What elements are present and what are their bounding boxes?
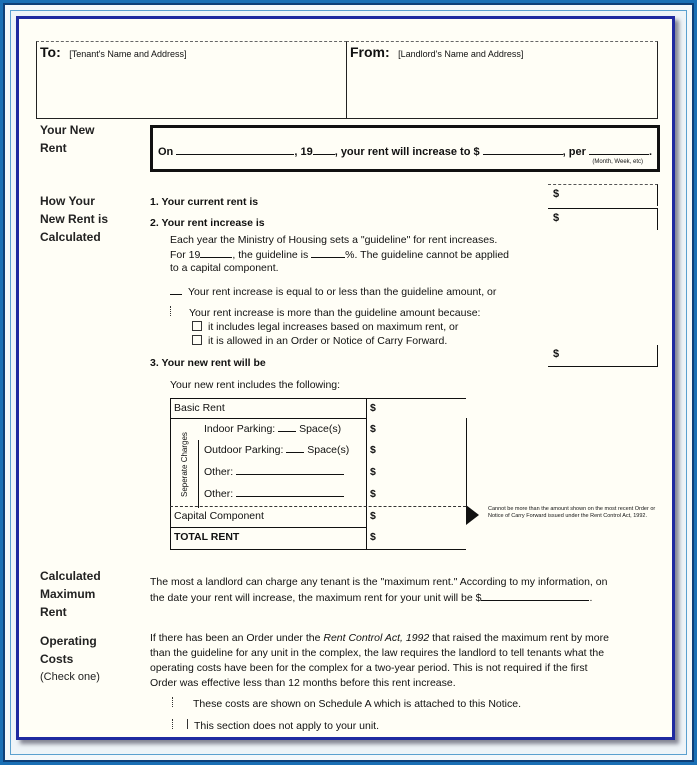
dollar-sign: $: [553, 212, 560, 224]
item-current-rent: 1. Your current rent is: [150, 196, 259, 208]
includes-text: Your new rent includes the following:: [170, 379, 341, 391]
operating-option-2[interactable]: [172, 719, 379, 733]
text: %. The guideline cannot be applied: [345, 249, 510, 261]
checkbox-schedule-a[interactable]: [172, 697, 187, 707]
separate-charges-label: Seperate Charges: [180, 432, 189, 498]
on-text: On: [158, 146, 174, 158]
operating-option-1[interactable]: [172, 697, 521, 711]
table-row-capital-component: [170, 506, 264, 527]
option-equal[interactable]: [170, 284, 496, 299]
new-rent-field[interactable]: [548, 345, 658, 367]
to-label: To:: [40, 44, 61, 60]
guideline-text-2: [170, 247, 509, 262]
table-row-other-1: [204, 462, 344, 483]
text: , the guideline is: [232, 249, 309, 261]
total-rent-amount[interactable]: $: [370, 531, 376, 543]
current-rent-field[interactable]: [548, 184, 658, 206]
outdoor-parking-amount[interactable]: $: [370, 444, 376, 456]
label-line: Rent: [40, 141, 67, 155]
row-label: Basic Rent: [174, 402, 225, 414]
checkbox-equal[interactable]: [170, 284, 182, 295]
item-rent-increase: 2. Your rent increase is: [150, 217, 265, 229]
label-line: Calculated: [40, 569, 101, 583]
section-how-calculated: [40, 192, 108, 246]
from-sub: [Landlord's Name and Address]: [398, 49, 524, 59]
guideline-year-field[interactable]: [200, 247, 232, 258]
section-max-rent: [40, 567, 101, 621]
table-row-outdoor-parking: [204, 440, 349, 461]
reason-label: it is allowed in an Order or Notice of Carry Forward.: [208, 335, 448, 347]
option-more[interactable]: [170, 306, 480, 320]
text: For 19: [170, 249, 201, 261]
guideline-percent-field[interactable]: [311, 247, 345, 258]
from-label: From:: [350, 44, 390, 60]
checkbox-more[interactable]: [170, 306, 185, 316]
text-line: than the guideline for any unit in the complex, the law requires the landlord to tell tenants what the: [150, 647, 605, 659]
option-label: These costs are shown on Schedule A which is attached to this Notice.: [193, 698, 522, 710]
text: that raised the maximum rent by more: [429, 632, 609, 644]
rent-increase-field[interactable]: [548, 208, 658, 230]
option-label: Your rent increase is equal to or less than the guideline amount, or: [188, 286, 497, 298]
indoor-parking-amount[interactable]: $: [370, 423, 376, 435]
label-line: Maximum: [40, 587, 96, 601]
label-line: Calculated: [40, 230, 101, 244]
other-1-field[interactable]: [236, 464, 344, 475]
section-your-new-rent: [40, 121, 94, 157]
dollar-sign: $: [553, 348, 560, 360]
reason-1[interactable]: [192, 320, 458, 334]
rent-breakdown-table: [170, 398, 466, 550]
text-line: The most a landlord can charge any tenant is the "maximum rent." According to my information, on: [150, 576, 608, 588]
label-line: How Your: [40, 194, 95, 208]
max-rent-field[interactable]: [481, 590, 589, 601]
operating-paragraph: [150, 631, 660, 691]
year-text: , 19: [294, 146, 313, 158]
increase-text: , your rent will increase to $: [334, 146, 480, 158]
text-line: [150, 631, 660, 646]
section-operating-costs: [40, 632, 100, 686]
reason-2[interactable]: [192, 334, 447, 348]
capital-note: Cannot be more than the amount shown on the most recent Order or Notice of Carry Forward issued under the Rent Control Act, 1992.: [488, 506, 656, 519]
text-line: operating costs have been for the complex for a two-year period. This is not required if the first: [150, 662, 588, 674]
table-row-total-rent: [170, 527, 239, 548]
year-field[interactable]: [313, 144, 335, 155]
label-line: New Rent is: [40, 212, 109, 226]
to-sub: [Tenant's Name and Address]: [69, 49, 187, 59]
option-label: Your rent increase is more than the guideline amount because:: [189, 307, 481, 319]
period-hint: (Month, Week, etc): [592, 159, 643, 165]
label-line: (Check one): [40, 671, 100, 683]
row-label: Outdoor Parking:: [204, 444, 284, 456]
spaces-label: Space(s): [299, 423, 342, 435]
max-rent-paragraph: [150, 575, 660, 606]
date-field[interactable]: [176, 144, 294, 155]
spaces-label: Space(s): [307, 444, 350, 456]
label-line: Operating: [40, 634, 97, 648]
text-line: the date your rent will increase, the maximum rent for your unit will be $ .: [150, 592, 593, 604]
other-2-field[interactable]: [236, 486, 344, 497]
amount-field[interactable]: [483, 144, 563, 155]
text: the date your rent will increase, the maximum rent for your unit will be $: [150, 592, 482, 604]
dollar-sign: $: [553, 188, 560, 200]
label-line: Rent: [40, 605, 67, 619]
row-label: Indoor Parking:: [204, 423, 276, 435]
capital-component-amount[interactable]: $: [370, 510, 376, 522]
rent-statement-box: On , 19 , your rent will increase to $ , per . (Month, Week, etc): [150, 125, 660, 172]
checkbox-not-apply[interactable]: [172, 719, 188, 729]
table-row-basic-rent: [170, 398, 366, 419]
row-label: TOTAL RENT: [174, 531, 240, 543]
item-new-rent: 3. Your new rent will be: [150, 357, 266, 369]
reason-label: it includes legal increases based on maximum rent, or: [208, 321, 459, 333]
checkbox-reason-1[interactable]: [192, 321, 202, 331]
option-label: This section does not apply to your unit.: [194, 720, 380, 732]
text-line: Order was effective less than 12 months before this rent increase.: [150, 677, 456, 689]
pointer-arrow-icon: [466, 505, 479, 525]
text: If there has been an Order under the: [150, 632, 324, 644]
table-row-other-2: [204, 484, 344, 505]
guideline-text-3: to a capital component.: [170, 262, 279, 274]
from-box[interactable]: [346, 41, 658, 119]
checkbox-reason-2[interactable]: [192, 335, 202, 345]
row-label: Capital Component: [174, 510, 264, 522]
period-field[interactable]: [589, 144, 649, 155]
other-2-amount[interactable]: $: [370, 488, 376, 500]
indoor-spaces-field[interactable]: [278, 421, 296, 432]
guideline-text-1: Each year the Ministry of Housing sets a "guideline" for rent increases.: [170, 234, 498, 246]
to-box[interactable]: [36, 41, 347, 119]
per-text: per: [568, 146, 586, 158]
label-line: Costs: [40, 652, 74, 666]
outdoor-spaces-field[interactable]: [286, 442, 304, 453]
row-label: Other:: [204, 466, 234, 478]
act-name: Rent Control Act, 1992: [323, 632, 430, 644]
other-1-amount[interactable]: $: [370, 466, 376, 478]
basic-rent-amount[interactable]: $: [370, 402, 376, 414]
table-row-indoor-parking: [204, 419, 341, 440]
row-label: Other:: [204, 488, 234, 500]
label-line: Your New: [40, 123, 95, 137]
